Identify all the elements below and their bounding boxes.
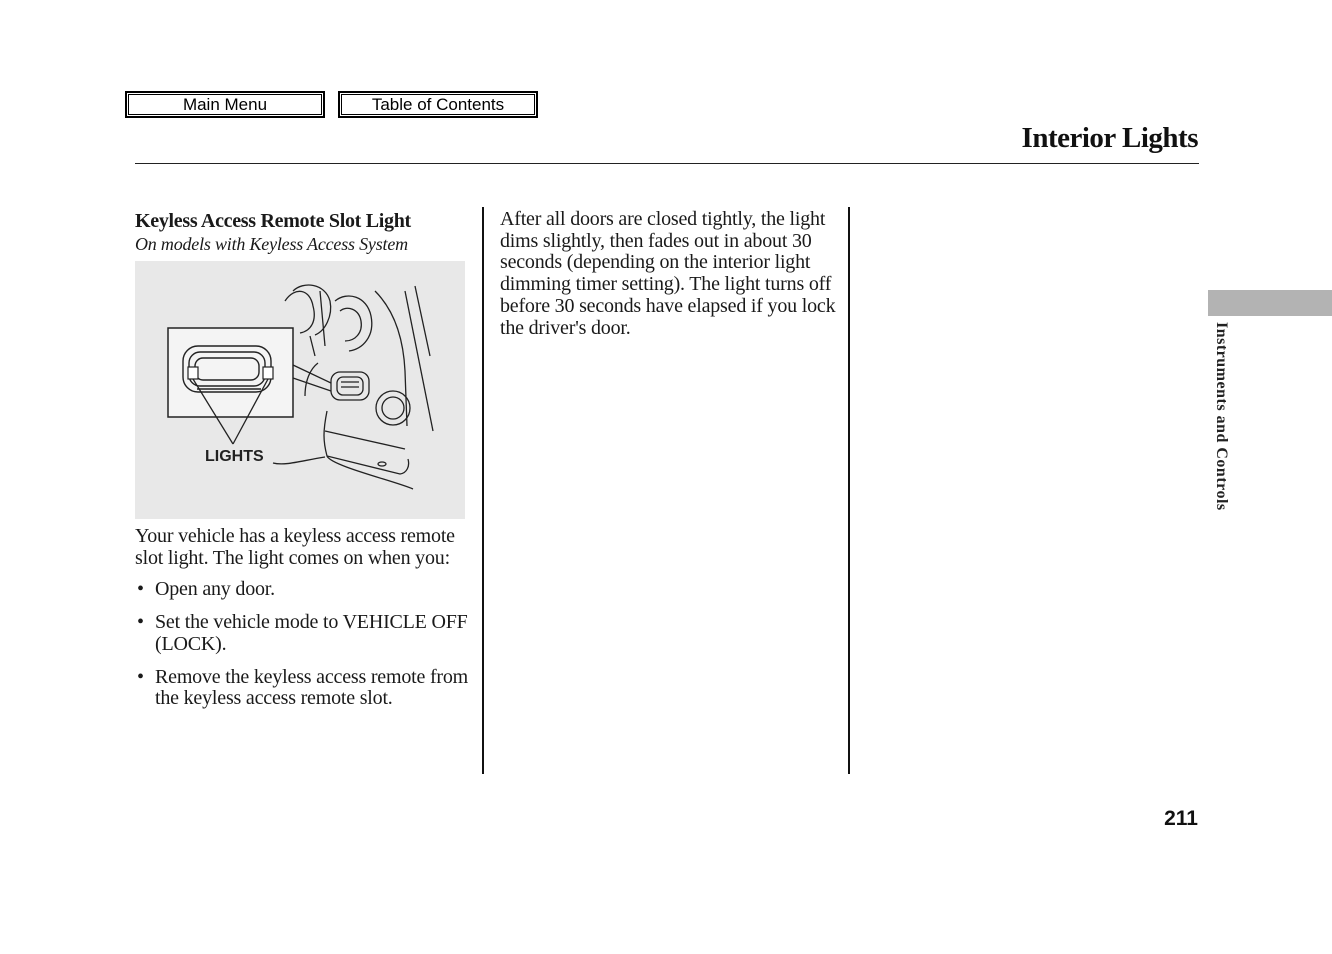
conditions-list — [135, 579, 470, 710]
column-divider — [482, 207, 484, 774]
list-item: • Open any door. — [137, 578, 275, 601]
lights-label: LIGHTS — [205, 448, 264, 465]
title-divider — [135, 163, 1199, 164]
page-number: 211 — [1164, 807, 1198, 830]
table-of-contents-button[interactable]: Table of Contents — [338, 91, 538, 118]
section-heading: Keyless Access Remote Slot Light — [135, 210, 411, 232]
section-tab-marker — [1208, 290, 1332, 316]
middle-column — [500, 209, 840, 339]
continued-paragraph: After all doors are closed tightly, the light dims slightly, then fades out in about 30 seconds (depending on the interior light dimming timer setting). The light turns off before 30 seconds have elapsed if you lock the driver's door. — [500, 208, 836, 339]
intro-paragraph: Your vehicle has a keyless access remote slot light. The light comes on when you: — [135, 525, 455, 569]
column-divider — [848, 207, 850, 774]
left-column — [135, 209, 470, 721]
slot-light-diagram — [135, 261, 465, 519]
page-title: Interior Lights — [1021, 122, 1198, 154]
list-item: • Set the vehicle mode to VEHICLE OFF (LOCK). — [137, 611, 468, 655]
section-tab-label: Instruments and Controls — [1213, 322, 1230, 511]
section-subheading: On models with Keyless Access System — [135, 234, 408, 254]
list-item: • Remove the keyless access remote from the keyless access remote slot. — [137, 665, 469, 710]
slot-light-illustration — [135, 261, 465, 519]
main-menu-button[interactable]: Main Menu — [125, 91, 325, 118]
